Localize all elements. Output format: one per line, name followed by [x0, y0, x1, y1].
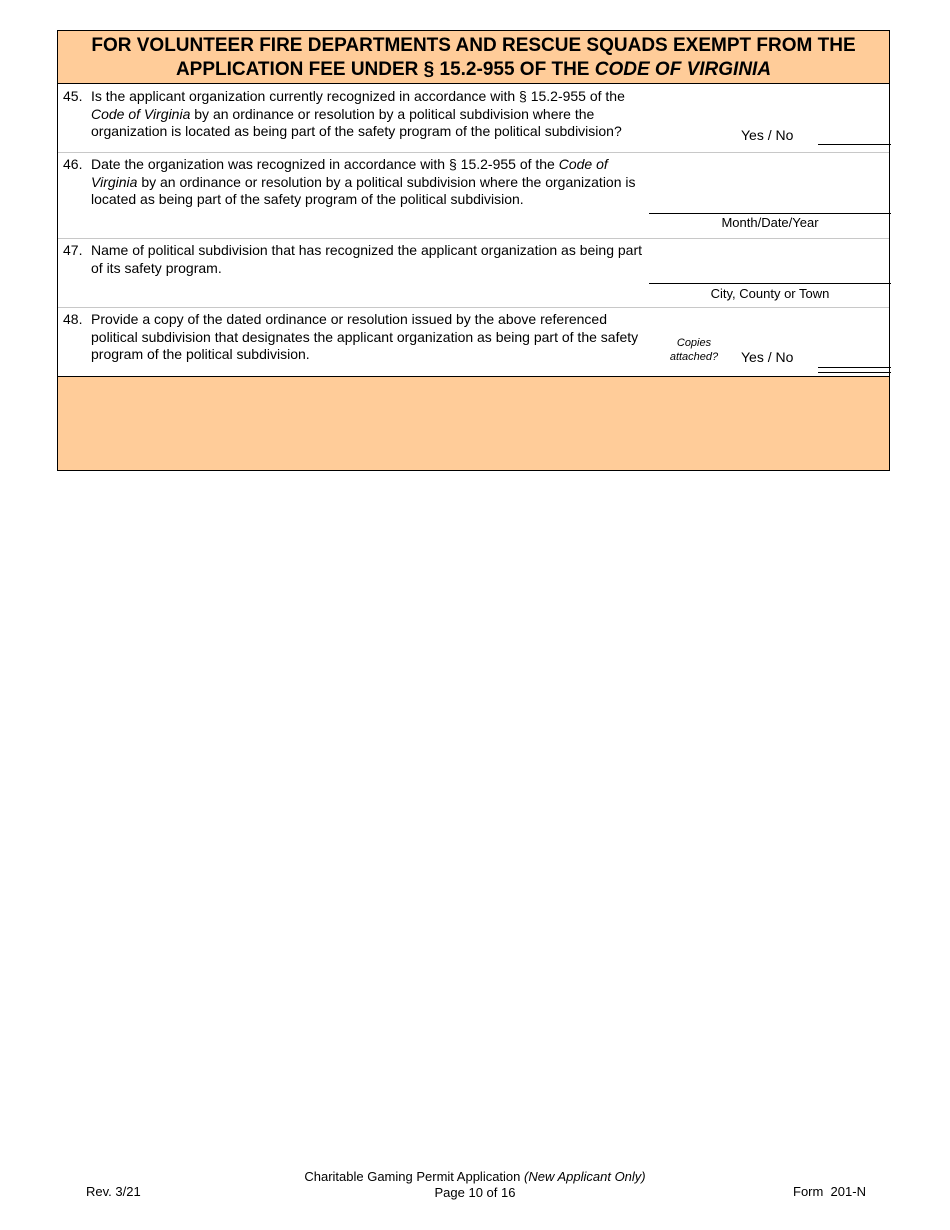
- question-text: [91, 156, 651, 209]
- copies-label-line-2: attached?: [669, 351, 719, 363]
- question-number: 48.: [63, 311, 83, 327]
- answer-line-47[interactable]: [649, 283, 891, 284]
- question-46: [58, 156, 889, 238]
- location-label: City, County or Town: [710, 286, 830, 301]
- question-text-part: by an ordinance or resolution by a political subdivision where the organization is located as being part of the safety program of the political subdivision?: [91, 105, 622, 139]
- question-text: Provide a copy of the dated ordinance or resolution issued by the above referenced political subdivision that designates the applicant organization as being part of the safety program of the political subdivision.: [91, 311, 639, 362]
- copies-label-line-1: Copies: [676, 337, 712, 349]
- question-text: Name of political subdivision that has recognized the applicant organization as being part of its safety program.: [91, 242, 643, 276]
- question-47: [58, 242, 889, 307]
- row-divider: [58, 238, 889, 239]
- question-48: [58, 311, 889, 376]
- header-code-title: CODE OF VIRGINIA: [594, 59, 772, 80]
- question-text-part: Date the organization was recognized in accordance with § 15.2-955 of the: [91, 156, 559, 172]
- footer-title-text: Charitable Gaming Permit Application: [304, 1169, 525, 1184]
- answer-line-46[interactable]: [649, 213, 891, 214]
- question-text-part: Is the applicant organization currently recognized in accordance with § 15.2-955 of the: [91, 88, 625, 104]
- question-number: 46.: [63, 156, 83, 172]
- row-divider: [58, 152, 889, 153]
- date-label: Month/Date/Year: [721, 215, 819, 230]
- form-number: Form 201-N: [793, 1184, 866, 1199]
- page-number: Page 10 of 16: [434, 1185, 516, 1200]
- copies-attached-label: [661, 336, 727, 364]
- footer-title: [0, 1169, 950, 1185]
- question-number: 47.: [63, 242, 83, 258]
- yes-no-label: Yes / No: [741, 127, 794, 143]
- header-line-2: [58, 58, 889, 82]
- question-number: 45.: [63, 88, 83, 104]
- header-line-2-text: APPLICATION FEE UNDER § 15.2-955 OF THE: [175, 59, 595, 80]
- question-text-italic: Code of Virginia: [91, 105, 191, 122]
- answer-line-48[interactable]: [818, 367, 891, 368]
- question-text-italic: Code of Virginia: [91, 156, 608, 190]
- question-text: [91, 88, 651, 141]
- question-text-part: by an ordinance or resolution by a political subdivision where the organization is located as being part of the safety program of the political subdivision.: [91, 173, 636, 207]
- bottom-shaded-band: [58, 376, 889, 470]
- section-header: [58, 31, 889, 84]
- question-45: [58, 88, 889, 152]
- answer-line-48-underline: [818, 372, 891, 373]
- answer-line-45[interactable]: [818, 144, 891, 145]
- row-divider: [58, 307, 889, 308]
- form-section: [57, 30, 890, 471]
- header-line-1: FOR VOLUNTEER FIRE DEPARTMENTS AND RESCUE SQUADS EXEMPT FROM THE: [91, 35, 856, 56]
- footer-title-italic: (New Applicant Only): [524, 1169, 646, 1184]
- revision-date: Rev. 3/21: [86, 1184, 141, 1199]
- yes-no-label: Yes / No: [741, 349, 794, 365]
